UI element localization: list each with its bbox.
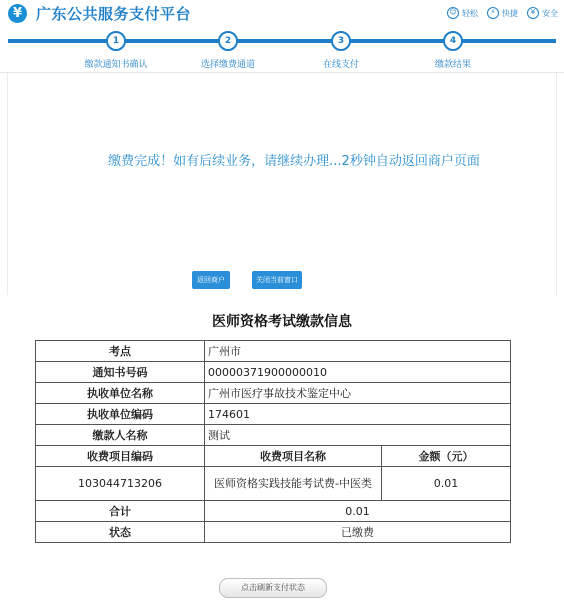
row-value: 广州市医疗事故技术鉴定中心 <box>205 383 511 404</box>
step-1 <box>66 31 166 70</box>
table-row <box>36 341 511 362</box>
row-key: 缴款人名称 <box>36 425 205 446</box>
table-row <box>36 425 511 446</box>
yuan-logo-icon: ¥ <box>8 4 27 23</box>
row-key: 执收单位名称 <box>36 383 205 404</box>
step-label: 缴款通知书确认 <box>84 60 148 70</box>
column-header: 金额（元） <box>382 446 511 467</box>
step-2 <box>178 31 278 70</box>
result-message: 缴费完成！如有后续业务，请继续办理...2秒钟自动返回商户页面 <box>108 154 480 169</box>
item-amount: 0.01 <box>382 467 511 501</box>
step-label: 选择缴费通道 <box>200 60 255 70</box>
item-code: 103044713206 <box>36 467 205 501</box>
row-value: 174601 <box>205 404 511 425</box>
shield-icon: ¥ <box>527 7 539 19</box>
item-header-row <box>36 446 511 467</box>
feature-label: 快捷 <box>502 8 518 18</box>
feature-easy <box>447 7 478 19</box>
payment-info-table <box>35 340 511 543</box>
smile-icon: ☺ <box>447 7 459 19</box>
row-key: 通知书号码 <box>36 362 205 383</box>
status-label: 状态 <box>36 522 205 543</box>
status-row <box>36 522 511 543</box>
return-merchant-button[interactable]: 返回商户 <box>192 271 230 289</box>
table-row <box>36 383 511 404</box>
status-value: 已缴费 <box>205 522 511 543</box>
progress-steps <box>0 28 564 73</box>
item-row <box>36 467 511 501</box>
row-value: 00000371900000010 <box>205 362 511 383</box>
step-number: 2 <box>218 31 238 51</box>
step-number: 3 <box>331 31 351 51</box>
close-window-button[interactable]: 关闭当前窗口 <box>252 271 302 289</box>
platform-title: 广东公共服务支付平台 <box>36 5 192 23</box>
table-row <box>36 362 511 383</box>
info-title: 医师资格考试缴款信息 <box>212 314 352 330</box>
table-row <box>36 404 511 425</box>
feature-label: 轻松 <box>462 8 478 18</box>
item-name: 医师资格实践技能考试费-中医类 <box>205 467 382 501</box>
total-label: 合计 <box>36 501 205 522</box>
step-label: 缴款结果 <box>434 60 471 70</box>
feature-safe <box>527 7 558 19</box>
result-panel <box>7 73 557 295</box>
column-header: 收费项目名称 <box>205 446 382 467</box>
step-3 <box>291 31 391 70</box>
row-key: 考点 <box>36 341 205 362</box>
refresh-status-button[interactable]: 点击刷新支付状态 <box>219 578 327 598</box>
step-4 <box>403 31 503 70</box>
total-value: 0.01 <box>205 501 511 522</box>
row-value: 测试 <box>205 425 511 446</box>
step-label: 在线支付 <box>322 60 359 70</box>
step-number: 4 <box>443 31 463 51</box>
lightning-icon: ⚡ <box>487 7 499 19</box>
row-key: 执收单位编码 <box>36 404 205 425</box>
feature-fast <box>487 7 518 19</box>
feature-label: 安全 <box>542 8 558 18</box>
column-header: 收费项目编码 <box>36 446 205 467</box>
header <box>0 0 564 28</box>
step-number: 1 <box>106 31 126 51</box>
feature-badges <box>447 7 558 19</box>
row-value: 广州市 <box>205 341 511 362</box>
total-row <box>36 501 511 522</box>
